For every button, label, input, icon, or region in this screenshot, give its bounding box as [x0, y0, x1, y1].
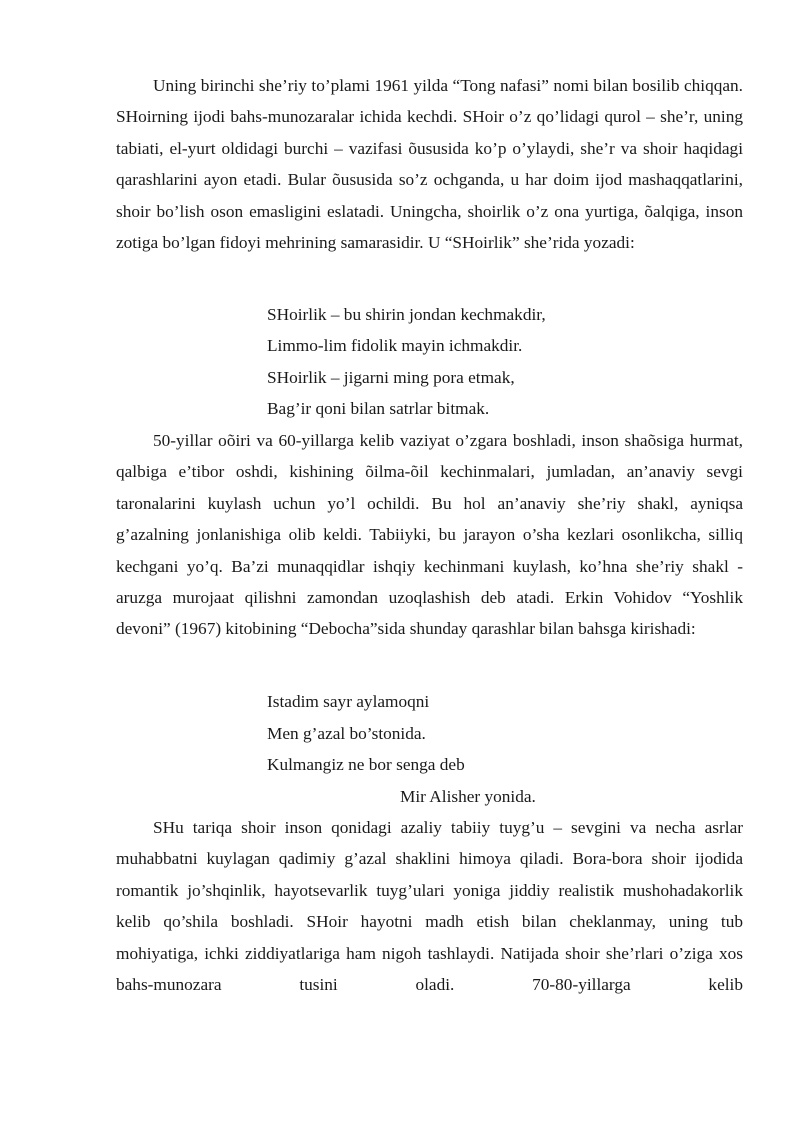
- verse-1-line-2: Limmo-lim fidolik mayin ichmakdir.: [267, 336, 523, 355]
- paragraph-3: SHu tariqa shoir inson qonidagi azaliy tabiiy tuyg’u – sevgini va necha asrlar muhabbatni kuylagan qadimiy g’azal shaklini himoya qiladi. Bora-bora shoir ijodida romantik jo’shqinlik, hayotsevarlik tuyg’ulari yoniga jiddiy realistik mushohadakorlik kelib qo’shila boshladi. SHoir hayotni madh etish bilan cheklanmay, uning tub mohiyatiga, ichki ziddiyatlariga ham nigoh tashlaydi. Natijada shoir she’rlari o’ziga xos bahs-munozara tusini oladi. 70-80-yillarga kelib: [116, 818, 743, 995]
- verse-1-line-1: SHoirlik – bu shirin jondan kechmakdir,: [267, 305, 546, 324]
- verse-1-line-3: SHoirlik – jigarni ming pora etmak,: [267, 368, 515, 387]
- verse-2-line-2: Men g’azal bo’stonida.: [267, 724, 426, 743]
- verse-1-line-4: Bag’ir qoni bilan satrlar bitmak.: [267, 399, 490, 418]
- verse-2-line-3: Kulmangiz ne bor senga deb: [267, 755, 465, 774]
- paragraph-1: Uning birinchi she’riy to’plami 1961 yilda “Tong nafasi” nomi bilan bosilib chiqqan. SHoirning ijodi bahs-munozaralar ichida kechdi. SHoir o’z qo’lidagi qurol – she’r, uning tabiati, el-yurt oldidagi burchi – vazifasi õususida ko’p o’ylaydi, she’r va shoir haqidagi qarashlarini ayon etadi. Bular õususida so’z ochganda, u har doim ijod mashaqqatlarini, shoir bo’lish oson emasligini eslatadi. Uningcha, shoirlik o’z ona yurtiga, õalqiga, inson zotiga bo’lgan fidoyi mehrining samarasidir. U “SHoirlik” she’rida yozadi:: [116, 76, 743, 253]
- verse-2-line-1: Istadim sayr aylamoqni: [267, 692, 430, 711]
- verse-2-line-4: Mir Alisher yonida.: [400, 787, 536, 806]
- paragraph-2: 50-yillar oõiri va 60-yillarga kelib vaziyat o’zgara boshladi, inson shaõsiga hurmat, qalbiga e’tibor oshdi, kishining õilma-õil kechinmalari, jumladan, an’anaviy sevgi taronalarini kuylash uchun yo’l ochildi. Bu hol an’anaviy she’riy shakl, ayniqsa g’azalning jonlanishiga olib keldi. Tabiiyki, bu jarayon o’sha kezlari osonlikcha, silliq kechgani yo’q. Ba’zi munaqqidlar ishqiy kechinmani kuylash, ko’hna she’riy shakl - aruzga murojaat qilishni zamondan uzoqlashish deb atadi. Erkin Vohidov “Yoshlik devoni” (1967) kitobining “Debocha”sida shunday qarashlar bilan bahsga kirishadi:: [116, 431, 743, 639]
